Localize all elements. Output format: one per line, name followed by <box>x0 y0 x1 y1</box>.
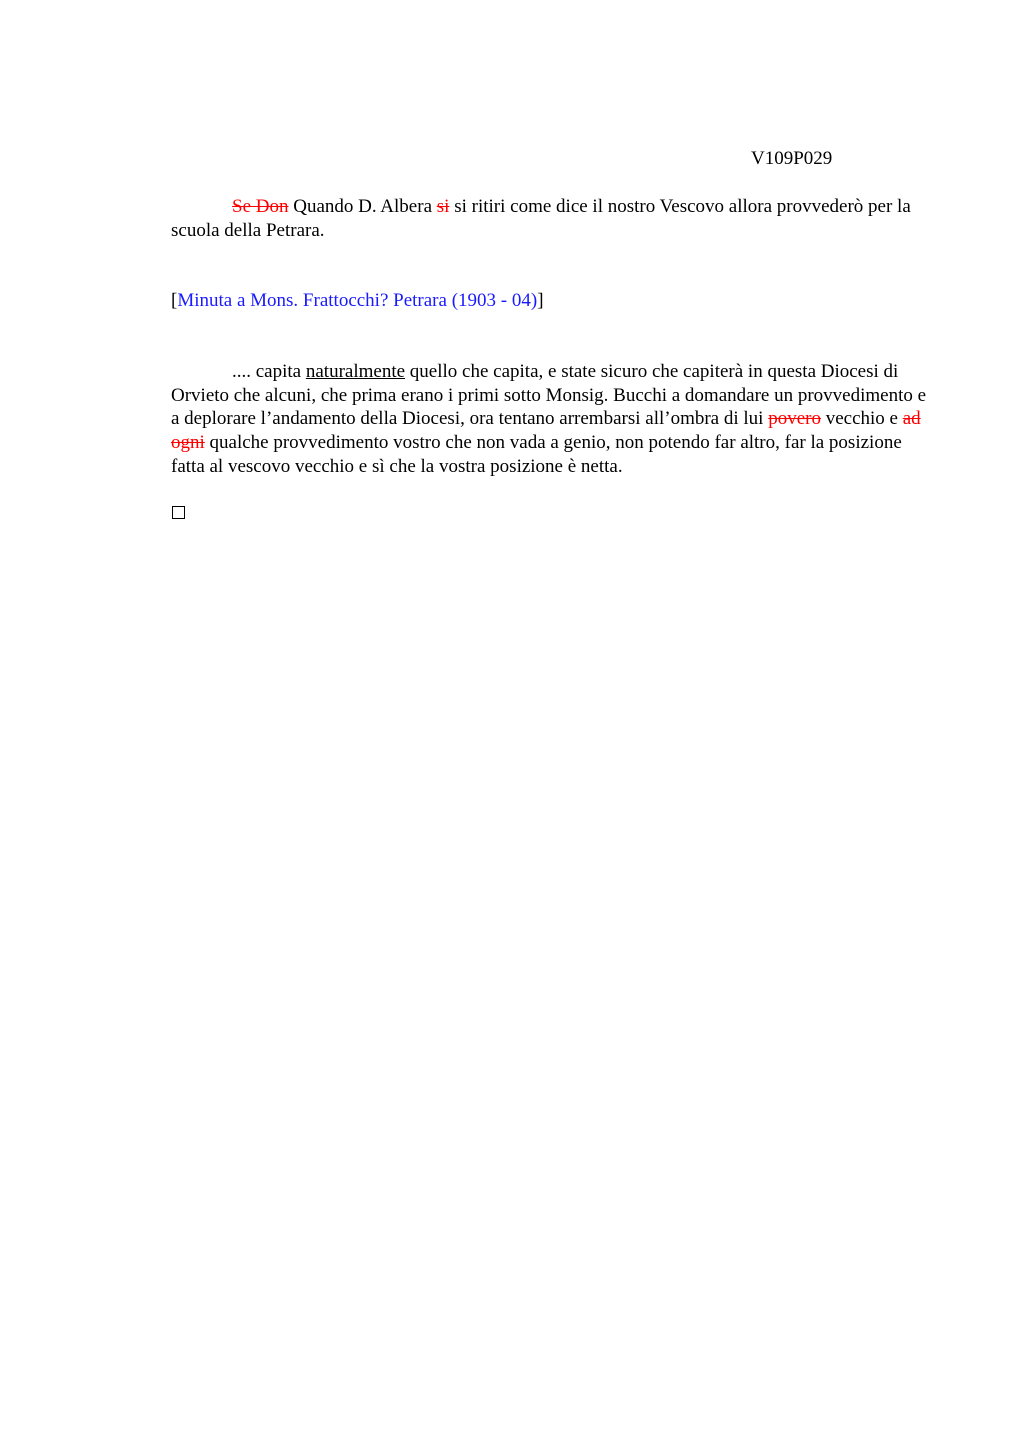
paragraph-text: vecchio e <box>820 408 903 430</box>
bracket-open: [ <box>171 290 178 311</box>
paragraph-2 <box>171 360 931 479</box>
deleted-text: povero <box>768 408 821 430</box>
empty-square-icon <box>172 506 185 519</box>
deleted-text: ad ogni <box>171 408 921 454</box>
deleted-text: Se Don <box>232 196 289 217</box>
paragraph-text: Quando D. Albera <box>288 196 437 217</box>
paragraph-text: .... capita <box>232 361 306 382</box>
page-id: V109P029 <box>751 148 833 169</box>
deleted-text: si <box>436 196 450 217</box>
paragraph-1 <box>171 195 931 242</box>
paragraph-text: si ritiri come dice il nostro Vescovo allora provvederò per la scuola della Petrara. <box>171 196 911 241</box>
paragraph-text: quello che capita, e state sicuro che capiterà in questa Diocesi di Orvieto che alcuni, che prima erano i primi sotto Monsig. Bucchi a domandare un provvedimento e a deplorare l’andamento della Diocesi, ora tentano arrembarsi all’ombra di lui <box>171 361 927 430</box>
bracket-close: ] <box>537 290 544 311</box>
paragraph-text: qualche provvedimento vostro che non vada a genio, non potendo far altro, far la posizione fatta al vescovo vecchio e sì che la vostra posizione è netta. <box>171 432 902 477</box>
underlined-text: naturalmente <box>305 361 406 382</box>
heading-title: Minuta a Mons. Frattocchi? Petrara (1903 - 04) <box>177 290 538 311</box>
section-heading <box>171 289 544 313</box>
